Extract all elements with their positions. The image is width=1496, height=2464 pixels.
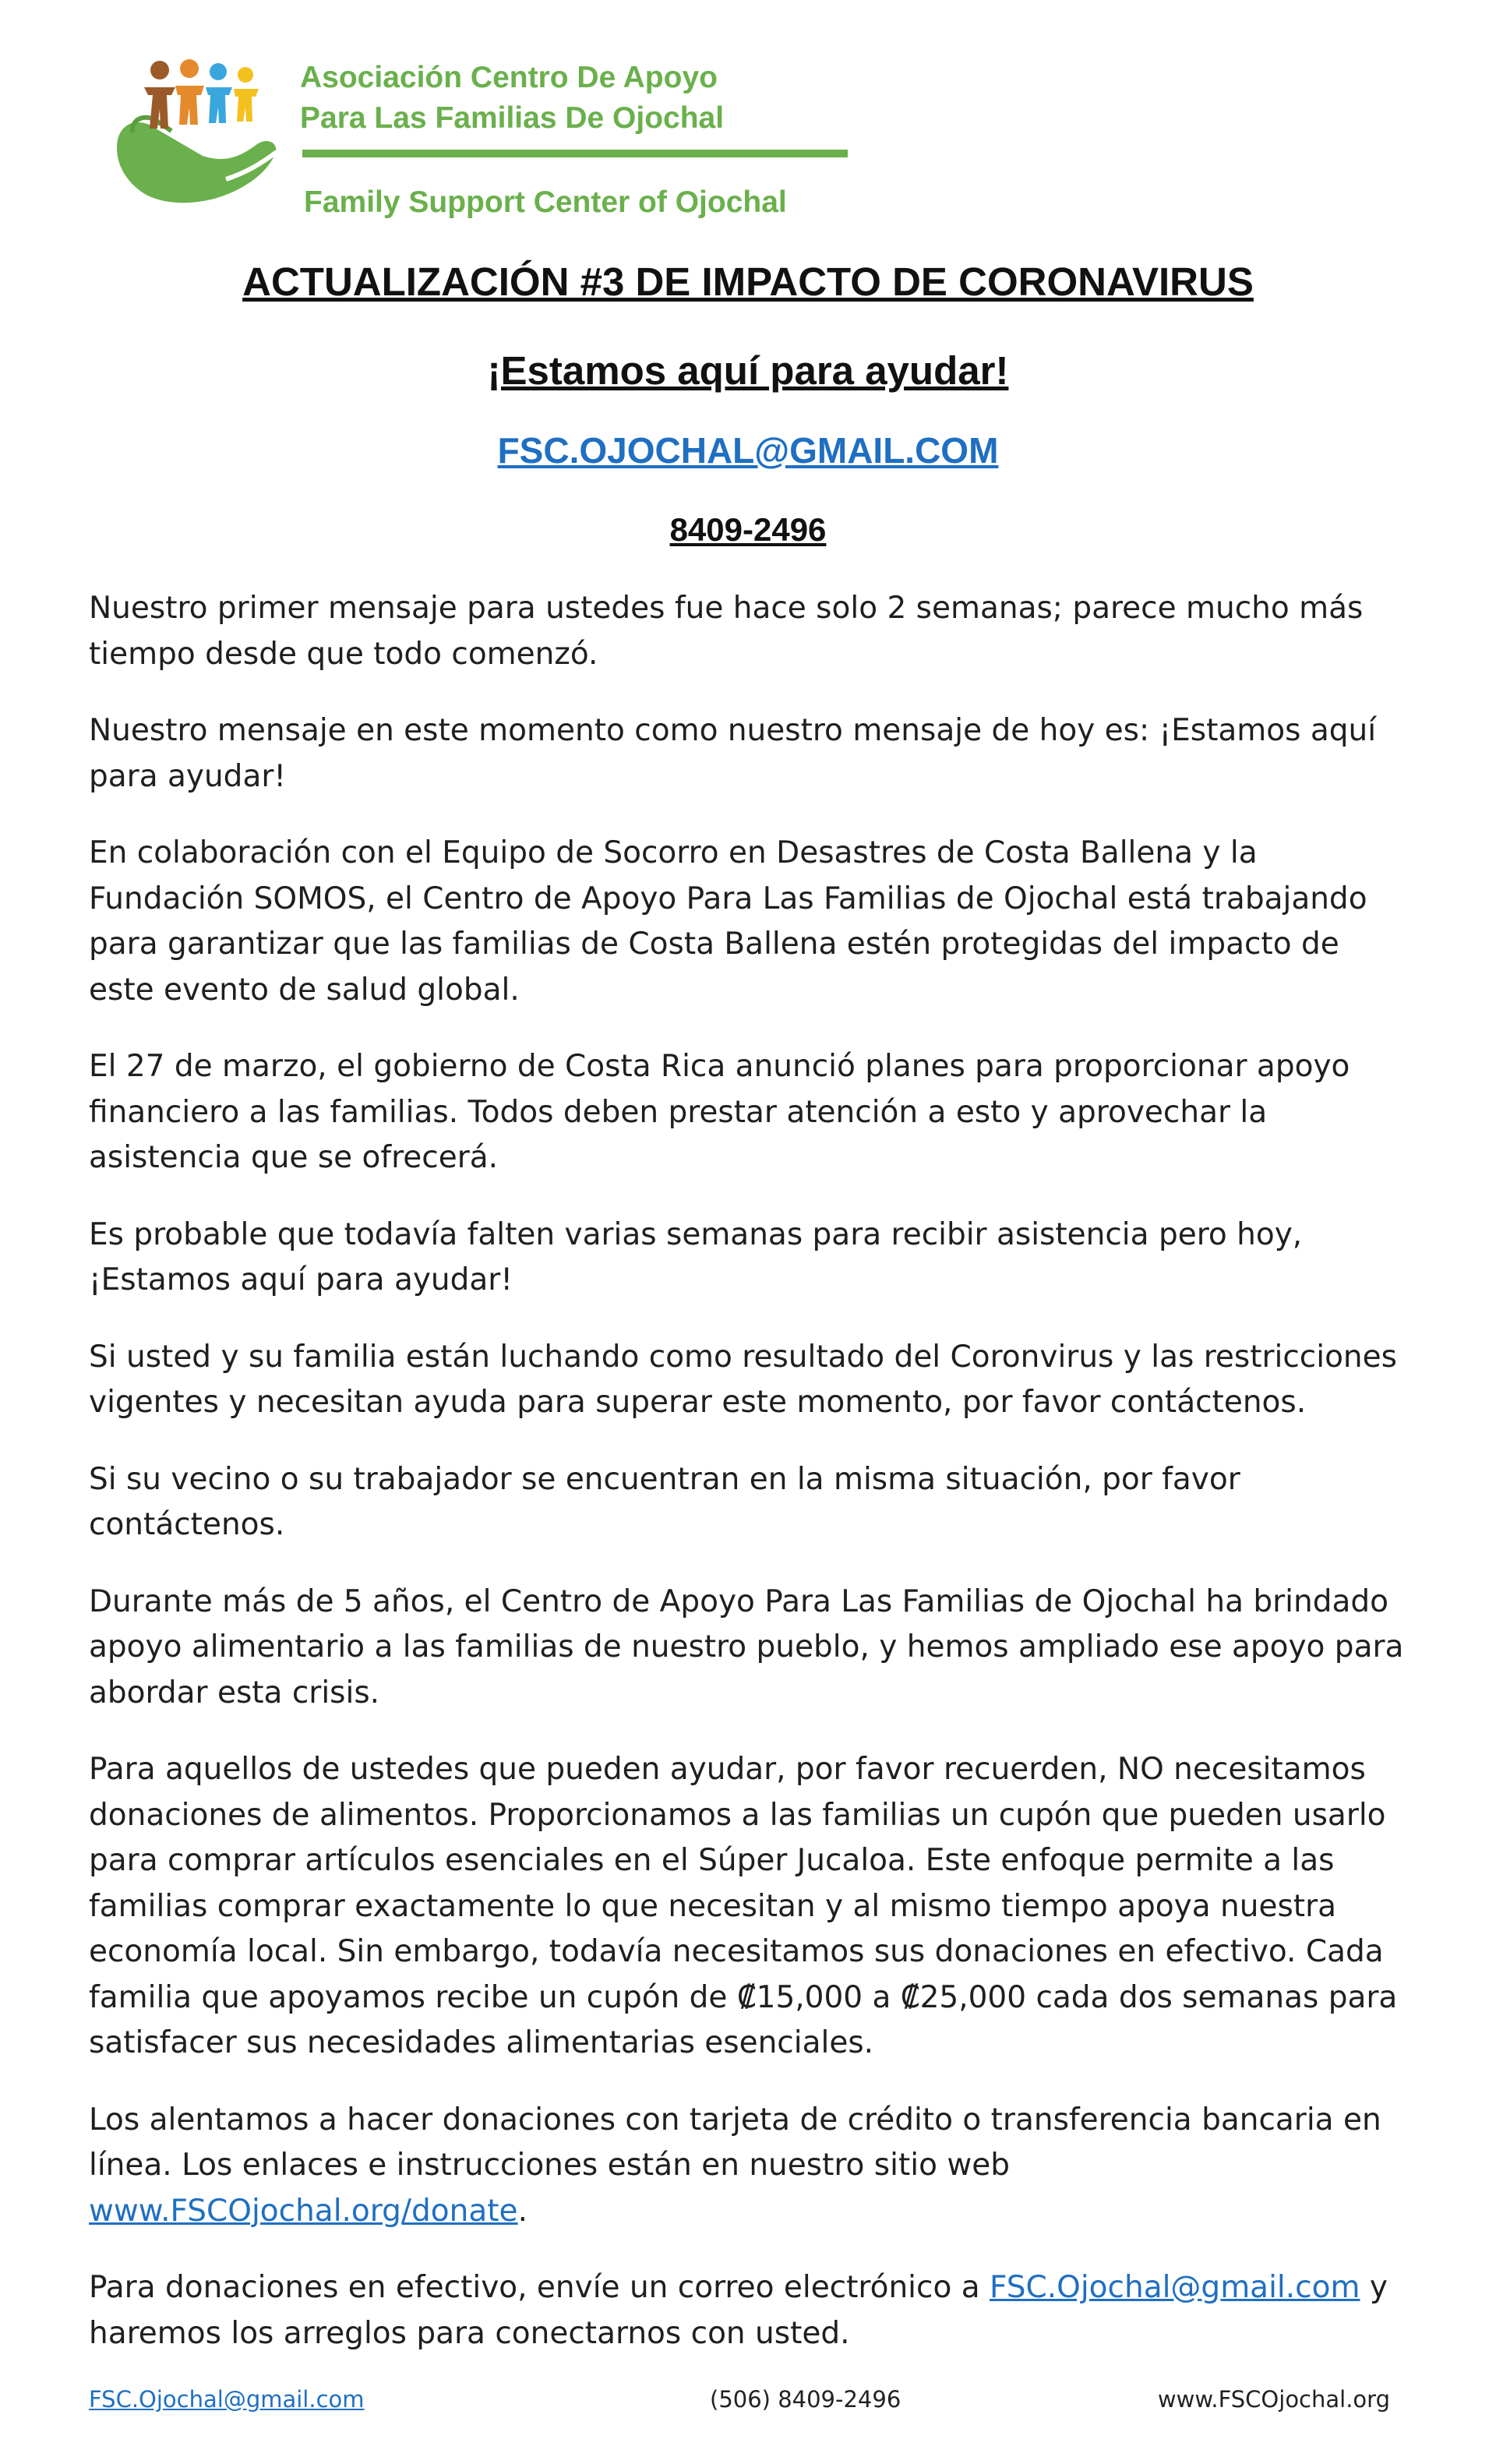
org-name-line-2: Para Las Familias De Ojochal	[300, 101, 725, 135]
paragraph-10	[89, 2098, 1413, 2235]
contact-phone: 8409-2496	[669, 511, 827, 548]
body-content	[89, 586, 1413, 2388]
hand-holding-family-icon	[109, 47, 304, 218]
paragraph-4: El 27 de marzo, el gobierno de Costa Rica anunció planes para proporcionar apoyo financiero a las familias. Todos deben prestar atención a esto y aprovechar la asistencia que se ofrecerá.	[89, 1049, 1350, 1175]
paragraph-3: En colaboración con el Equipo de Socorro en Desastres de Costa Ballena y la Fundación SOMOS, el Centro de Apoyo Para Las Familias de Ojochal está trabajando para garantizar que las familias de Costa Ballena estén protegidas del impacto de este evento de salud global.	[89, 835, 1367, 1008]
page-title: ACTUALIZACIÓN #3 DE IMPACTO DE CORONAVIRUS	[242, 259, 1254, 304]
paragraph-10-text: Los alentamos a hacer donaciones con tarjeta de crédito o transferencia bancaria en línea. Los enlaces e instrucciones están en nuestro sitio web	[89, 2102, 1381, 2183]
footer-email-link[interactable]: FSC.Ojochal@gmail.com	[89, 2386, 365, 2413]
footer-phone: (506) 8409-2496	[710, 2386, 901, 2413]
paragraph-8: Durante más de 5 años, el Centro de Apoyo Para Las Familias de Ojochal ha brindado apoyo alimentario a las familias de nuestro pueblo, y hemos ampliado ese apoyo para abordar esta crisis.	[89, 1583, 1404, 1710]
paragraph-11	[89, 2265, 1413, 2356]
contact-email-link[interactable]: FSC.OJOCHAL@GMAIL.COM	[497, 430, 999, 471]
org-name	[300, 58, 724, 139]
header-divider	[302, 150, 848, 157]
donate-link[interactable]: www.FSCOjochal.org/donate	[89, 2193, 518, 2229]
org-header	[109, 47, 873, 234]
paragraph-5: Es probable que todavía falten varias semanas para recibir asistencia pero hoy, ¡Estamos aquí para ayudar!	[89, 1216, 1303, 1297]
page-subtitle: ¡Estamos aquí para ayudar!	[487, 348, 1009, 393]
paragraph-11-text: Para donaciones en efectivo, envíe un correo electrónico a	[89, 2270, 990, 2305]
paragraph-7: Si su vecino o su trabajador se encuentran en la misma situación, por favor contáctenos.	[89, 1461, 1240, 1542]
footer-website: www.FSCOjochal.org	[1157, 2386, 1390, 2413]
paragraph-6: Si usted y su familia están luchando como resultado del Coronvirus y las restricciones vigentes y necesitan ayuda para superar este momento, por favor contáctenos.	[89, 1339, 1397, 1420]
org-name-line-1: Asociación Centro De Apoyo	[300, 61, 718, 94]
page-footer	[89, 2386, 1390, 2417]
email-link[interactable]: FSC.Ojochal@gmail.com	[990, 2270, 1360, 2305]
paragraph-11-end: y haremos los arreglos para conectarnos con usted.	[89, 2270, 1388, 2351]
paragraph-9: Para aquellos de ustedes que pueden ayudar, por favor recuerden, NO necesitamos donaciones de alimentos. Proporcionamos a las familias un cupón que pueden usarlo para comprar artículos esenciales en el Súper Jucaloa. Este enfoque permite a las familias comprar exactamente lo que necesitan y al mismo tiempo apoya nuestra economía local. Sin embargo, todavía necesitamos sus donaciones en efectivo. Cada familia que apoyamos recibe un cupón de ₡15,000 a ₡25,000 cada dos semanas para satisfacer sus necesidades alimentarias esenciales.	[89, 1752, 1398, 2060]
org-name-english: Family Support Center of Ojochal	[304, 185, 787, 219]
paragraph-2: Nuestro mensaje en este momento como nuestro mensaje de hoy es: ¡Estamos aquí para ayudar!	[89, 713, 1377, 794]
paragraph-1: Nuestro primer mensaje para ustedes fue hace solo 2 semanas; parece mucho más tiempo desde que todo comenzó.	[89, 591, 1364, 672]
paragraph-10-end: .	[517, 2193, 527, 2229]
